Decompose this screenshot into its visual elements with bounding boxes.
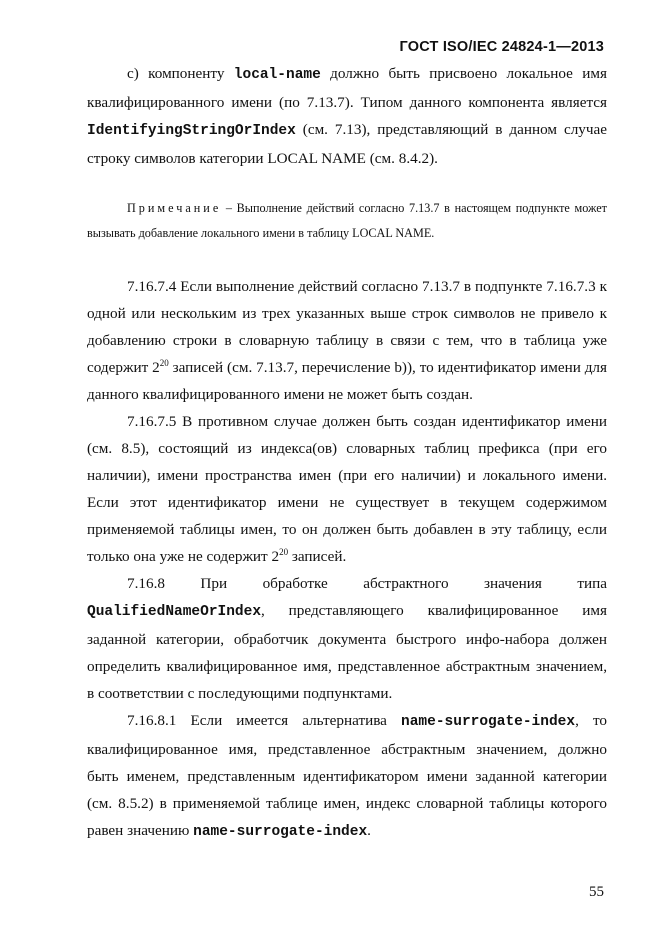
paragraph-7-16-7-5: 7.16.7.5 В противном случае должен быть создан идентификатор имени (см. 8.5), состоящий из индекса(ов) словарных таблиц префикса (при его наличии), имени пространства имен (при его наличии) и локального имени. Если этот идентификатор имени не существует в текущем содержимом применяемой таблицы имен, то он должен быть добавлен в эту таблицу, если только она уже не содержит $2^{20}$ записей.	[87, 413, 607, 565]
code-local-name: local-name	[233, 67, 321, 83]
page-number: 55	[589, 884, 604, 900]
note	[87, 196, 607, 246]
code-name-surrogate-index: name-surrogate-index	[193, 824, 368, 840]
paragraph-7-16-8: 7.16.8 При обработке абстрактного значения типа QualifiedNameOrIndex, представляющего квалифицированное имя заданной категории, обработчик документа быстрого инфо-набора должен определить квалифицированное имя, представленное абстрактным значением, в соответствии с последующими подпунктами.	[87, 575, 607, 702]
paragraph-7-16-8-1: 7.16.8.1 Если имеется альтернатива name-surrogate-index, то квалифицированное имя, представленное абстрактным значением, должно быть именем, представленным идентификатором имени заданной категории (см. 8.5.2) в применяемой таблице имен, индекс словарной таблицы которого равен значению name-surrogate-index.	[87, 712, 608, 840]
document-body	[87, 60, 607, 846]
note-text: – Выполнение действий согласно 7.13.7 в настоящем подпункте может вызывать добавление локального имени в таблицу LOCAL NAME.	[87, 201, 607, 240]
code-name-surrogate-index: name-surrogate-index	[401, 714, 576, 730]
paragraph-7-16-7-4: 7.16.7.4 Если выполнение действий согласно 7.13.7 в подпункте 7.16.7.3 к одной или нескольким из трех указанных выше строк символов не привело к добавлению строки в словарную таблицу в связи с тем, что в таблица уже содержит $2^{20}$ записей (см. 7.13.7, перечисление b)), то идентификатор имени для данного квалифицированного имени не может быть создан.	[87, 278, 607, 403]
note-label: Примечание	[127, 201, 222, 215]
document-header: ГОСТ ISO/IEC 24824-1—2013	[399, 39, 604, 55]
code-qualified-name-or-index: QualifiedNameOrIndex	[87, 604, 262, 620]
paragraph-c: c) компоненту local-name должно быть присвоено локальное имя квалифицированного имени (по 7.13.7). Типом данного компонента является IdentifyingStringOrIndex (см. 7.13), представляющий в данном случае строку символов категории LOCAL NAME (см. 8.4.2).	[87, 65, 607, 167]
code-identifying-string-or-index: IdentifyingStringOrIndex	[87, 123, 296, 139]
